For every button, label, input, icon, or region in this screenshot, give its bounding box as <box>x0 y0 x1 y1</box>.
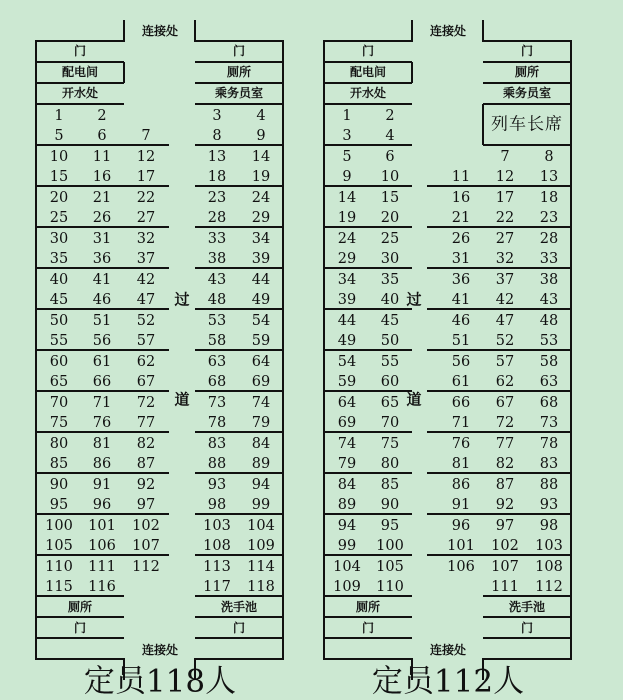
seat-number: 28 <box>539 230 559 247</box>
seat-number: 5 <box>54 127 64 144</box>
seat-number: 98 <box>539 517 559 534</box>
seat-number: 6 <box>385 148 395 165</box>
seat-number: 78 <box>539 435 559 452</box>
seat-number: 5 <box>342 148 352 165</box>
seat-number: 117 <box>203 578 231 595</box>
connector-top-label: 连接处 <box>429 24 467 38</box>
seat-number: 24 <box>251 189 271 206</box>
seat-number: 7 <box>500 148 510 165</box>
seat-number: 20 <box>49 189 69 206</box>
seat-number: 101 <box>447 537 475 554</box>
seat-number: 37 <box>136 250 156 267</box>
seat-number: 53 <box>207 312 227 329</box>
seat-number: 3 <box>342 127 352 144</box>
water-boiler-label: 开水处 <box>61 86 99 100</box>
seat-number: 108 <box>203 537 231 554</box>
seat-number: 104 <box>247 517 275 534</box>
seat-number: 19 <box>337 209 357 226</box>
seat-number: 10 <box>49 148 69 165</box>
seat-number: 116 <box>88 578 116 595</box>
connector-bottom-label: 连接处 <box>141 643 179 657</box>
seat-number: 76 <box>451 435 471 452</box>
seat-number: 54 <box>337 353 357 370</box>
seat-number: 35 <box>49 250 69 267</box>
seat-number: 109 <box>333 578 361 595</box>
seat-number: 36 <box>451 271 471 288</box>
seat-number: 41 <box>451 291 471 308</box>
seat-number: 21 <box>451 209 471 226</box>
seat-number: 102 <box>491 537 519 554</box>
door-label: 门 <box>232 44 246 58</box>
door-label: 门 <box>520 621 534 635</box>
connector-top-label: 连接处 <box>141 24 179 38</box>
seat-number: 57 <box>495 353 515 370</box>
seat-number: 77 <box>136 414 156 431</box>
seat-number: 76 <box>92 414 112 431</box>
aisle-label-1: 过 <box>174 290 190 309</box>
seat-number: 61 <box>92 353 112 370</box>
seat-number: 30 <box>49 230 69 247</box>
seat-number: 75 <box>380 435 400 452</box>
seat-number: 47 <box>495 312 515 329</box>
seat-number: 74 <box>337 435 357 452</box>
seat-number: 11 <box>451 168 471 185</box>
car-118-seat-layout <box>0 0 300 698</box>
toilet-label: 厕所 <box>226 65 252 79</box>
seat-number: 45 <box>49 291 69 308</box>
seat-number: 80 <box>380 455 400 472</box>
seat-number: 85 <box>49 455 69 472</box>
seat-number: 100 <box>376 537 404 554</box>
seat-number: 83 <box>207 435 227 452</box>
seat-number: 50 <box>380 332 400 349</box>
seat-number: 35 <box>380 271 400 288</box>
seat-number: 29 <box>337 250 357 267</box>
seat-number: 112 <box>535 578 563 595</box>
seat-number: 11 <box>92 148 112 165</box>
door-label: 门 <box>73 621 87 635</box>
seat-number: 7 <box>141 127 151 144</box>
capacity-title: 定员112人 <box>371 663 525 700</box>
aisle-label-2: 道 <box>406 390 422 409</box>
seat-number: 8 <box>544 148 554 165</box>
seat-number: 106 <box>88 537 116 554</box>
seat-number: 27 <box>136 209 156 226</box>
seat-number: 18 <box>539 189 559 206</box>
seat-number: 93 <box>539 496 559 513</box>
seat-number: 39 <box>337 291 357 308</box>
toilet-label: 厕所 <box>67 600 93 614</box>
seat-number: 86 <box>451 476 471 493</box>
seat-number: 92 <box>136 476 156 493</box>
seat-number: 111 <box>491 578 519 595</box>
seat-number: 87 <box>136 455 156 472</box>
seat-number: 64 <box>251 353 271 370</box>
seat-number: 3 <box>212 107 222 124</box>
seat-number: 70 <box>380 414 400 431</box>
seat-number: 72 <box>136 394 156 411</box>
seat-number: 63 <box>539 373 559 390</box>
crew-room-label: 乘务员室 <box>214 86 264 100</box>
seat-number: 13 <box>539 168 559 185</box>
seat-number: 2 <box>97 107 107 124</box>
seat-number: 114 <box>247 558 275 575</box>
seat-number: 23 <box>539 209 559 226</box>
seat-number: 14 <box>337 189 357 206</box>
washbasin-label: 洗手池 <box>220 600 258 614</box>
seat-number: 92 <box>495 496 515 513</box>
power-room-label: 配电间 <box>61 65 99 79</box>
seat-number: 105 <box>45 537 73 554</box>
seat-number: 46 <box>92 291 112 308</box>
seat-number: 68 <box>207 373 227 390</box>
seat-number: 85 <box>380 476 400 493</box>
seat-number: 12 <box>495 168 515 185</box>
seat-number: 22 <box>495 209 515 226</box>
seat-number: 55 <box>380 353 400 370</box>
seat-number: 14 <box>251 148 271 165</box>
seat-number: 87 <box>495 476 515 493</box>
seat-number: 57 <box>136 332 156 349</box>
seat-number: 81 <box>451 455 471 472</box>
seat-number: 89 <box>251 455 271 472</box>
seat-number: 90 <box>380 496 400 513</box>
seat-number: 65 <box>380 394 400 411</box>
seat-number: 61 <box>451 373 471 390</box>
seat-number: 109 <box>247 537 275 554</box>
seat-number: 104 <box>333 558 361 575</box>
seat-number: 79 <box>251 414 271 431</box>
seat-number: 77 <box>495 435 515 452</box>
seat-number: 62 <box>495 373 515 390</box>
seat-number: 47 <box>136 291 156 308</box>
seat-number: 9 <box>256 127 266 144</box>
seat-number: 40 <box>380 291 400 308</box>
seat-number: 79 <box>337 455 357 472</box>
seat-number: 103 <box>535 537 563 554</box>
seat-number: 51 <box>451 332 471 349</box>
seat-number: 101 <box>88 517 116 534</box>
seat-number: 1 <box>54 107 64 124</box>
seat-number: 32 <box>136 230 156 247</box>
seat-number: 59 <box>337 373 357 390</box>
seat-number: 17 <box>136 168 156 185</box>
door-label: 门 <box>520 44 534 58</box>
seat-number: 83 <box>539 455 559 472</box>
seat-number: 42 <box>136 271 156 288</box>
seat-number: 31 <box>451 250 471 267</box>
seat-number: 12 <box>136 148 156 165</box>
seat-number: 1 <box>342 107 352 124</box>
seat-number: 58 <box>207 332 227 349</box>
seat-number: 43 <box>539 291 559 308</box>
seat-number: 73 <box>207 394 227 411</box>
seat-number: 51 <box>92 312 112 329</box>
seat-number: 17 <box>495 189 515 206</box>
seat-number: 13 <box>207 148 227 165</box>
seat-number: 94 <box>251 476 271 493</box>
seat-number: 62 <box>136 353 156 370</box>
seat-number: 52 <box>136 312 156 329</box>
seat-number: 74 <box>251 394 271 411</box>
seat-number: 112 <box>132 558 160 575</box>
seat-number: 46 <box>451 312 471 329</box>
seat-number: 73 <box>539 414 559 431</box>
seat-number: 100 <box>45 517 73 534</box>
seat-number: 10 <box>380 168 400 185</box>
seat-number: 56 <box>451 353 471 370</box>
door-label: 门 <box>361 44 375 58</box>
seat-number: 102 <box>132 517 160 534</box>
seat-number: 29 <box>251 209 271 226</box>
seat-number: 103 <box>203 517 231 534</box>
seat-number: 60 <box>380 373 400 390</box>
seat-number: 94 <box>337 517 357 534</box>
seat-number: 75 <box>49 414 69 431</box>
seat-number: 96 <box>451 517 471 534</box>
washbasin-label: 洗手池 <box>508 600 546 614</box>
seat-number: 89 <box>337 496 357 513</box>
seat-number: 34 <box>337 271 357 288</box>
seat-number: 30 <box>380 250 400 267</box>
seat-number: 26 <box>451 230 471 247</box>
seat-number: 41 <box>92 271 112 288</box>
power-room-label: 配电间 <box>349 65 387 79</box>
crew-room-label: 乘务员室 <box>502 86 552 100</box>
seat-number: 107 <box>132 537 160 554</box>
seat-number: 2 <box>385 107 395 124</box>
seat-number: 95 <box>380 517 400 534</box>
seat-number: 48 <box>207 291 227 308</box>
seat-number: 66 <box>92 373 112 390</box>
seat-number: 90 <box>49 476 69 493</box>
aisle-label-2: 道 <box>174 390 190 409</box>
seat-number: 33 <box>207 230 227 247</box>
seat-number: 43 <box>207 271 227 288</box>
seat-number: 32 <box>495 250 515 267</box>
seat-number: 44 <box>251 271 271 288</box>
seat-number: 45 <box>380 312 400 329</box>
seat-number: 18 <box>207 168 227 185</box>
seat-number: 69 <box>337 414 357 431</box>
door-label: 门 <box>73 44 87 58</box>
seat-number: 20 <box>380 209 400 226</box>
seat-number: 22 <box>136 189 156 206</box>
seat-number: 49 <box>337 332 357 349</box>
seat-number: 110 <box>376 578 404 595</box>
seat-number: 58 <box>539 353 559 370</box>
seat-number: 56 <box>92 332 112 349</box>
seat-number: 71 <box>451 414 471 431</box>
seat-number: 16 <box>451 189 471 206</box>
seat-number: 25 <box>49 209 69 226</box>
seat-number: 63 <box>207 353 227 370</box>
seat-number: 66 <box>451 394 471 411</box>
seat-number: 65 <box>49 373 69 390</box>
seat-number: 44 <box>337 312 357 329</box>
seat-number: 60 <box>49 353 69 370</box>
seat-number: 82 <box>495 455 515 472</box>
seat-number: 91 <box>92 476 112 493</box>
seat-number: 55 <box>49 332 69 349</box>
seat-number: 21 <box>92 189 112 206</box>
seat-number: 107 <box>491 558 519 575</box>
seat-number: 31 <box>92 230 112 247</box>
seat-number: 42 <box>495 291 515 308</box>
seat-number: 71 <box>92 394 112 411</box>
seat-number: 88 <box>539 476 559 493</box>
seat-number: 53 <box>539 332 559 349</box>
seat-number: 33 <box>539 250 559 267</box>
door-label: 门 <box>232 621 246 635</box>
seat-number: 15 <box>380 189 400 206</box>
seat-number: 108 <box>535 558 563 575</box>
seat-number: 27 <box>495 230 515 247</box>
seat-number: 96 <box>92 496 112 513</box>
seat-number: 16 <box>92 168 112 185</box>
seat-number: 39 <box>251 250 271 267</box>
seat-number: 9 <box>342 168 352 185</box>
seat-number: 97 <box>136 496 156 513</box>
seat-number: 118 <box>247 578 275 595</box>
seat-number: 105 <box>376 558 404 575</box>
seat-number: 8 <box>212 127 222 144</box>
seat-number: 37 <box>495 271 515 288</box>
seat-number: 78 <box>207 414 227 431</box>
seat-number: 52 <box>495 332 515 349</box>
seat-number: 68 <box>539 394 559 411</box>
seat-number: 70 <box>49 394 69 411</box>
seat-number: 15 <box>49 168 69 185</box>
seat-number: 54 <box>251 312 271 329</box>
seat-number: 82 <box>136 435 156 452</box>
seat-number: 99 <box>251 496 271 513</box>
seat-number: 91 <box>451 496 471 513</box>
seat-number: 23 <box>207 189 227 206</box>
seat-number: 38 <box>539 271 559 288</box>
seat-number: 106 <box>447 558 475 575</box>
connector-bottom-label: 连接处 <box>429 643 467 657</box>
seat-number: 81 <box>92 435 112 452</box>
seat-number: 67 <box>136 373 156 390</box>
seat-number: 110 <box>45 558 73 575</box>
seat-number: 6 <box>97 127 107 144</box>
seat-number: 40 <box>49 271 69 288</box>
seat-number: 36 <box>92 250 112 267</box>
seat-number: 38 <box>207 250 227 267</box>
seat-number: 34 <box>251 230 271 247</box>
seat-number: 99 <box>337 537 357 554</box>
toilet-label: 厕所 <box>355 600 381 614</box>
seat-number: 113 <box>203 558 231 575</box>
seat-number: 80 <box>49 435 69 452</box>
seat-number: 64 <box>337 394 357 411</box>
seat-number: 4 <box>256 107 266 124</box>
seat-number: 93 <box>207 476 227 493</box>
seat-number: 98 <box>207 496 227 513</box>
aisle-label-1: 过 <box>406 290 422 309</box>
seat-number: 95 <box>49 496 69 513</box>
seat-number: 115 <box>45 578 73 595</box>
seat-number: 86 <box>92 455 112 472</box>
seat-number: 59 <box>251 332 271 349</box>
seat-number: 111 <box>88 558 116 575</box>
seat-number: 69 <box>251 373 271 390</box>
seat-number: 28 <box>207 209 227 226</box>
chief-seat-label: 列车长席 <box>491 114 563 135</box>
seat-number: 88 <box>207 455 227 472</box>
seat-number: 24 <box>337 230 357 247</box>
seat-number: 50 <box>49 312 69 329</box>
seat-number: 4 <box>385 127 395 144</box>
capacity-title: 定员118人 <box>83 663 237 700</box>
toilet-label: 厕所 <box>514 65 540 79</box>
seat-number: 84 <box>251 435 271 452</box>
seat-number: 26 <box>92 209 112 226</box>
seat-number: 25 <box>380 230 400 247</box>
water-boiler-label: 开水处 <box>349 86 387 100</box>
door-label: 门 <box>361 621 375 635</box>
seat-number: 84 <box>337 476 357 493</box>
seat-number: 67 <box>495 394 515 411</box>
seat-number: 97 <box>495 517 515 534</box>
seat-number: 19 <box>251 168 271 185</box>
seat-number: 72 <box>495 414 515 431</box>
seat-number: 49 <box>251 291 271 308</box>
seat-number: 48 <box>539 312 559 329</box>
car-112-seat-layout <box>288 0 588 698</box>
